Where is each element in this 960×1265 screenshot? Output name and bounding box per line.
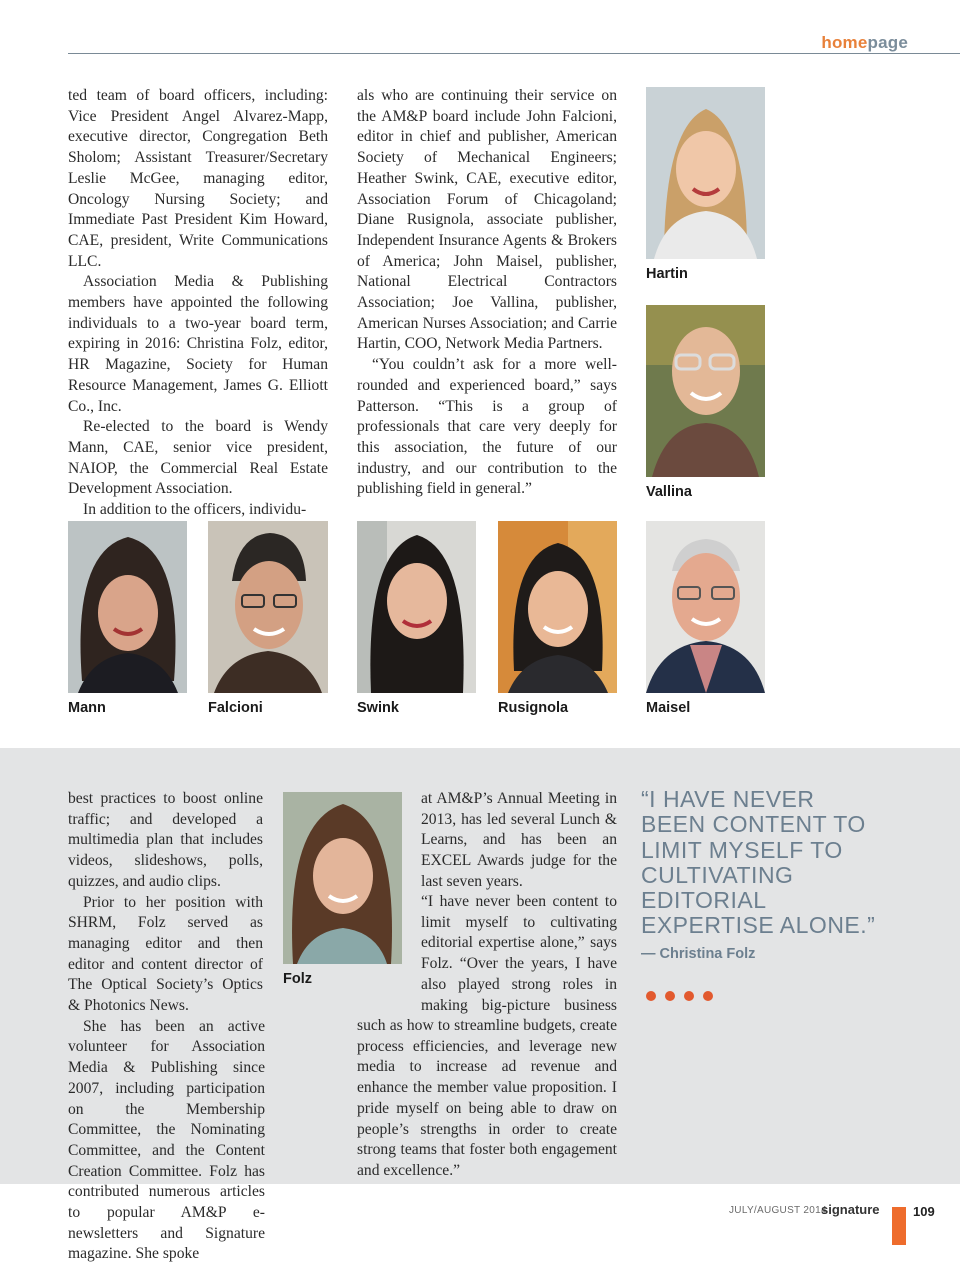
profile-column-2-cont <box>357 892 617 1016</box>
caption-maisel: Maisel <box>646 700 691 716</box>
article-column-1 <box>68 86 328 521</box>
footer-magazine-name: signature <box>821 1202 880 1217</box>
photo-maisel <box>646 521 765 693</box>
profile-column-2 <box>421 789 617 893</box>
pull-quote: “I HAVE NEVER BEEN CONTENT TO LIMIT MYSELF TO CULTIVATING EDITORIAL EXPERTISE ALONE.” <box>641 786 876 939</box>
paragraph: such as how to streamline budgets, create process efficiencies, and leverage new media to increase ad revenue and enhance the member value proposition. I pride myself on being able to draw on people’s strengths in order to create strong teams that foster both engagement and excellence.” <box>357 1017 617 1179</box>
paragraph: Re-elected to the board is Wendy Mann, CAE, senior vice president, NAIOP, the Commercial Real Estate Development Association. <box>68 418 328 498</box>
article-column-2 <box>357 86 617 500</box>
paragraph: ted team of board officers, including: Vice President Angel Alvarez-Mapp, executive director, Congregation Beth Sholom; Assistant Treasurer/Secretary Leslie McGee, managing editor, Oncology Nursing Society; and Immediate Past President Kim Howard, CAE, president, Write Communications LLC. <box>68 87 328 270</box>
paragraph <box>357 892 617 1016</box>
paragraph: Association Media & Publishing members have appointed the following individuals to a two-year board term, expiring in 2016: Christina Folz, editor, HR Magazine, Society for Human Resource Management, James G. Elliott Co., Inc. <box>68 273 328 415</box>
brand-home: home <box>821 33 868 52</box>
footer-issue-date: JULY/AUGUST 2014 <box>729 1205 827 1216</box>
paragraph: She has been an active volunteer for Association Media & Publishing since 2007, including participation on the Membership Committee, the Nominating Committee, and the Content Creation Committee. Folz has contributed numerous articles to popular AM&P e-newsletters and Signature magazine. She spoke <box>68 1017 265 1263</box>
caption-mann: Mann <box>68 700 106 716</box>
photo-rusignola <box>498 521 617 693</box>
caption-folz: Folz <box>283 971 312 987</box>
caption-vallina: Vallina <box>646 484 692 500</box>
paragraph: “You couldn’t ask for a more well-rounded and experienced board,” says Patterson. “This is a group of professionals that care very deeply for this association, the future of our industry, and our contribution to the publishing field in general.” <box>357 356 617 498</box>
page-number: 109 <box>913 1204 935 1219</box>
caption-rusignola: Rusignola <box>498 700 569 716</box>
photo-swink <box>357 521 476 693</box>
paragraph: als who are continuing their service on the AM&P board include John Falcioni, editor in chief and publisher, American Society of Mechanical Engineers; Heather Swink, CAE, executive editor, Association Forum of Chicagoland; Diane Rusignola, associate publisher, Independent Insurance Agents & Brokers of America; John Maisel, publisher, National Electrical Contractors Association; Joe Vallina, publisher, American Nurses Association; and Carrie Hartin, COO, Network Media Partners. <box>357 87 617 353</box>
footer-accent-bar <box>892 1207 906 1245</box>
photo-mann <box>68 521 187 693</box>
caption-swink: Swink <box>357 700 399 716</box>
profile-column-1 <box>68 789 263 1265</box>
brand-page: page <box>867 33 908 52</box>
paragraph: Prior to her position with SHRM, Folz served as managing editor and then editor and content director of The Optical Society’s Optics & Photonics News. <box>68 893 263 1015</box>
quote-paragraph-part: “I have never been content to limit myself to cultivating editorial expertise alone,” says Folz. “Over the years, I have also played strong roles in making big-picture business <box>421 893 617 1014</box>
paragraph: at AM&P’s Annual Meeting in 2013, has led several Lunch & Learns, and has been an EXCEL Awards judge for the last seven years. <box>421 790 617 890</box>
caption-falcioni: Falcioni <box>208 700 263 716</box>
caption-hartin: Hartin <box>646 266 688 282</box>
section-brand <box>821 33 908 53</box>
decorative-dots <box>646 988 722 1006</box>
pull-quote-attribution: — Christina Folz <box>641 946 756 962</box>
profile-column-2-rest <box>357 1016 617 1182</box>
photo-falcioni <box>208 521 328 693</box>
photo-hartin <box>646 87 765 259</box>
paragraph: In addition to the officers, individu- <box>83 501 307 519</box>
header-divider <box>68 53 960 54</box>
paragraph: best practices to boost online traffic; and developed a multimedia plan that includes videos, slideshows, polls, quizzes, and audio clips. <box>68 790 263 890</box>
photo-vallina <box>646 305 765 477</box>
